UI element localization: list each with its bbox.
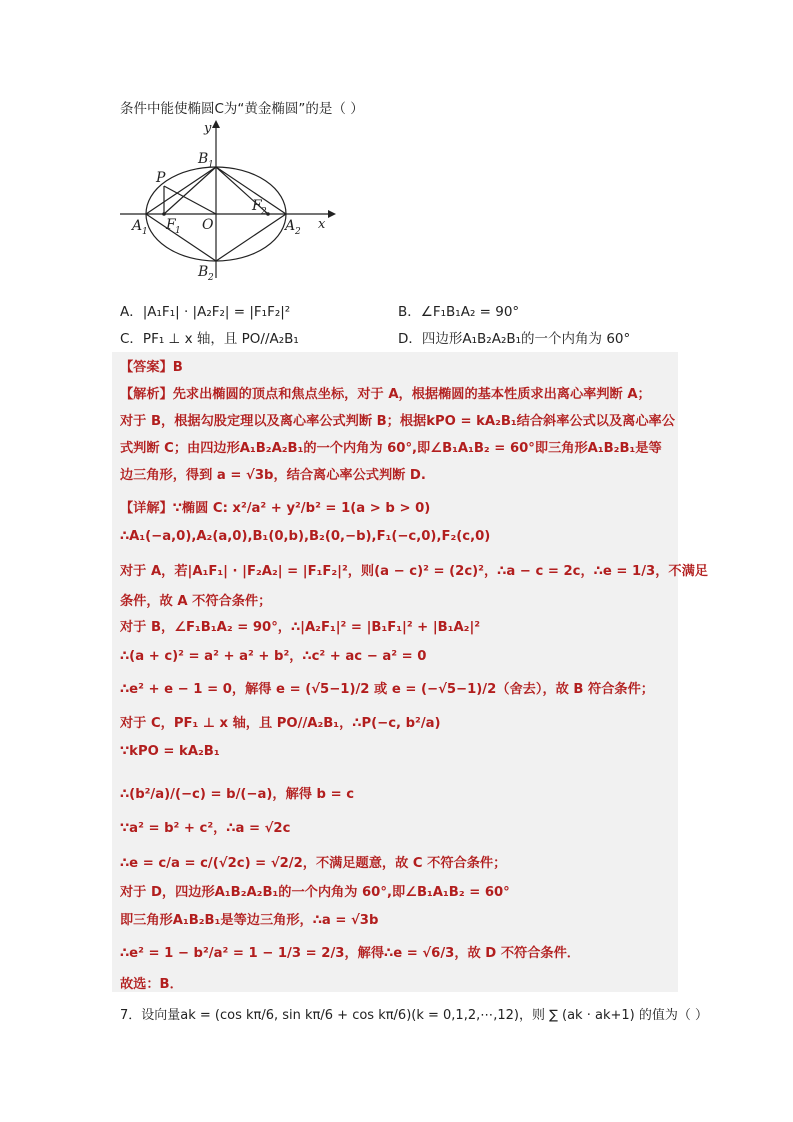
detail-line-13: 对于 D，四边形A₁B₂A₂B₁的一个内角为 60°,即∠B₁A₁B₂ = 60° [120,885,510,900]
detail-line-10: ∴(b²/a)/(−c) = b/(−a)，解得 b = c [120,787,355,802]
detail-line-1: 【详解】∵椭圆 C: x²/a² + y²/b² = 1(a > b > 0) [120,501,431,516]
analysis-line-4: 边三角形，得到 a = √3b，结合离心率公式判断 D. [120,468,426,483]
option-d: D．四边形A₁B₂A₂B₁的一个内角为 60° [398,331,631,347]
option-b: B．∠F₁B₁A₂ = 90° [398,304,520,320]
label-f1-sub: 1 [175,226,181,236]
detail-line-2: ∴A₁(−a,0),A₂(a,0),B₁(0,b),B₂(0,−b),F₁(−c,0),F₂(c,0) [120,529,491,544]
label-b1-sub: 1 [208,160,214,170]
detail-line-16: 故选：B． [120,977,183,992]
label-a2: A [285,218,296,234]
detail-line-6: ∴(a + c)² = a² + a² + b²，∴c² + ac − a² = 0 [120,649,427,664]
label-b2-sub: 2 [208,273,214,283]
label-a2-sub: 2 [295,227,301,237]
detail-line-11: ∵a² = b² + c²，∴a = √2c [120,821,291,836]
x-axis-arrow-icon [328,210,336,218]
analysis-line-1: 【解析】先求出椭圆的顶点和焦点坐标，对于 A，根据椭圆的基本性质求出离心率判断 A； [120,387,651,402]
ellipse-figure [118,118,338,288]
label-a1-sub: 1 [142,227,148,237]
label-b2: B [198,264,209,280]
answer-line: 【答案】B [120,360,183,375]
detail-line-7: ∴e² + e − 1 = 0，解得 e = (√5−1)/2 或 e = (−√5−1)/2（舍去），故 B 符合条件； [120,682,654,697]
next-question: 7．设向量ak = (cos kπ/6, sin kπ/6 + cos kπ/6)(k = 0,1,2,⋯,12)，则 ∑ (ak · ak+1) 的值为（ ） [120,1008,708,1023]
detail-line-14: 即三角形A₁B₂B₁是等边三角形，∴a = √3b [120,913,379,928]
label-a1: A [132,218,143,234]
analysis-line-3: 式判断 C；由四边形A₁B₂A₂B₁的一个内角为 60°,即∠B₁A₁B₂ = 60°即三角形A₁B₂B₁是等 [120,441,662,456]
label-f2-sub: 2 [261,207,267,217]
label-p: P [156,170,166,186]
point-f2 [266,212,270,216]
label-f1: F [166,217,176,233]
analysis-line-2: 对于 B，根据勾股定理以及离心率公式判断 B；根据kPO = kA₂B₁结合斜率公式以及离心率公 [120,414,675,429]
label-y: y [204,121,212,136]
option-c: C．PF₁ ⊥ x 轴，且 PO//A₂B₁ [120,331,299,347]
detail-line-15: ∴e² = 1 − b²/a² = 1 − 1/3 = 2/3，解得∴e = √6/3，故 D 不符合条件． [120,946,580,961]
label-x: x [318,217,326,232]
detail-line-4: 条件，故 A 不符合条件； [120,594,272,609]
y-axis-arrow-icon [212,120,220,128]
detail-line-9: ∵kPO = kA₂B₁ [120,744,220,759]
question-stem: 条件中能使椭圆C为“黄金椭圆”的是（ ） [120,101,364,117]
label-b1: B [198,151,209,167]
option-a: A．|A₁F₁| · |A₂F₂| = |F₁F₂|² [120,304,291,320]
detail-line-8: 对于 C，PF₁ ⊥ x 轴，且 PO//A₂B₁，∴P(−c, b²/a) [120,716,441,731]
detail-line-3: 对于 A，若|A₁F₁| · |F₂A₂| = |F₁F₂|²，则(a − c)² = (2c)²，∴a − c = 2c，∴e = 1/3，不满足 [120,564,708,579]
label-o: O [202,217,214,233]
point-f1 [162,212,166,216]
detail-line-5: 对于 B，∠F₁B₁A₂ = 90°，∴|A₂F₁|² = |B₁F₁|² + |B₁A₂|² [120,620,481,635]
label-f2: F [252,198,262,214]
detail-line-12: ∴e = c/a = c/(√2c) = √2/2，不满足题意，故 C 不符合条件； [120,856,507,871]
